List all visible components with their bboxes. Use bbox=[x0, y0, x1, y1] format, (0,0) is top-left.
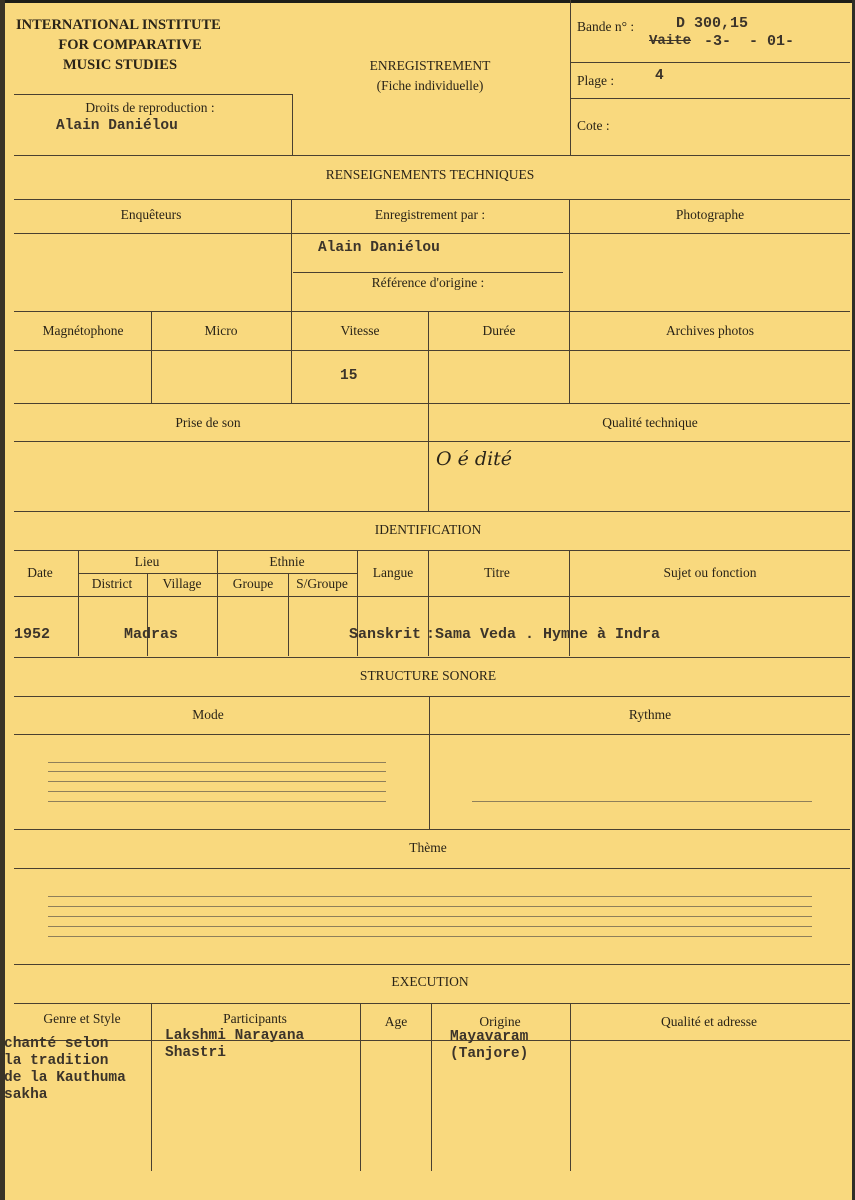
archives-label: Archives photos bbox=[665, 323, 755, 338]
col-divider bbox=[429, 696, 430, 829]
header-divider bbox=[570, 62, 850, 63]
writing-line bbox=[48, 926, 812, 927]
droits-value: Alain Daniélou bbox=[56, 118, 178, 134]
langue-label: Langue bbox=[372, 565, 414, 580]
row-divider bbox=[14, 829, 850, 830]
writing-line bbox=[48, 916, 812, 917]
header-divider bbox=[570, 98, 850, 99]
rythme-label: Rythme bbox=[628, 707, 672, 722]
row-divider bbox=[14, 233, 850, 234]
row-divider bbox=[14, 596, 850, 597]
participant-value-line1: Lakshmi Narayana bbox=[165, 1028, 305, 1044]
top-edge bbox=[0, 0, 855, 3]
photographe-label: Photographe bbox=[675, 207, 745, 222]
langue-value: Sanskrit bbox=[349, 626, 422, 643]
row-divider bbox=[14, 350, 850, 351]
writing-line bbox=[48, 762, 386, 763]
genre-value-line3: de la Kauthuma bbox=[4, 1070, 126, 1086]
row-divider bbox=[14, 403, 850, 404]
section-divider bbox=[14, 964, 850, 965]
subheader-divider bbox=[78, 573, 357, 574]
row-divider bbox=[14, 1040, 850, 1041]
form-subtitle: (Fiche individuelle) bbox=[376, 78, 484, 93]
sujet-label: Sujet ou fonction bbox=[663, 565, 757, 580]
bande-label: Bande n° : bbox=[577, 19, 635, 34]
enregistrement-value: Alain Daniélou bbox=[318, 240, 440, 256]
prise-label: Prise de son bbox=[175, 415, 241, 430]
writing-line bbox=[48, 936, 812, 937]
section-divider bbox=[14, 511, 850, 512]
mode-label: Mode bbox=[192, 707, 224, 722]
enqueteurs-label: Enquêteurs bbox=[120, 207, 182, 222]
plage-label: Plage : bbox=[577, 73, 615, 88]
writing-line bbox=[48, 791, 386, 792]
lieu-label: Lieu bbox=[134, 554, 160, 569]
droits-label: Droits de reproduction : bbox=[85, 100, 215, 115]
form-title: ENREGISTREMENT bbox=[369, 58, 491, 73]
section-divider bbox=[14, 696, 850, 697]
writing-line bbox=[48, 896, 812, 897]
ethnie-label: Ethnie bbox=[269, 554, 305, 569]
col-divider bbox=[428, 311, 429, 403]
col-divider bbox=[569, 311, 570, 403]
writing-line bbox=[48, 771, 386, 772]
date-label: Date bbox=[27, 565, 53, 580]
village-label: Village bbox=[162, 576, 202, 591]
qualite-adresse-label: Qualité et adresse bbox=[661, 1014, 757, 1029]
col-divider bbox=[291, 199, 292, 311]
micro-label: Micro bbox=[204, 323, 238, 338]
col-divider bbox=[431, 1003, 432, 1171]
qualite-technique-label: Qualité technique bbox=[602, 415, 698, 430]
duree-label: Durée bbox=[482, 323, 516, 338]
lieu-value: Madras bbox=[124, 626, 179, 643]
magnetophone-label: Magnétophone bbox=[42, 323, 124, 338]
bande-struck-value: Vaite bbox=[649, 33, 692, 49]
titre-label: Titre bbox=[484, 565, 510, 580]
identification-section-title: IDENTIFICATION bbox=[374, 522, 482, 537]
col-divider bbox=[151, 311, 152, 403]
col-divider bbox=[428, 403, 429, 511]
institute-name-line1: INTERNATIONAL INSTITUTE bbox=[16, 17, 221, 33]
row-divider bbox=[14, 441, 850, 442]
row-divider bbox=[14, 734, 850, 735]
bande-value: D 300,15 bbox=[676, 15, 749, 32]
writing-line bbox=[48, 801, 386, 802]
writing-line bbox=[48, 906, 812, 907]
section-divider bbox=[14, 199, 850, 200]
col-divider bbox=[288, 573, 289, 656]
section-divider bbox=[14, 657, 850, 658]
section-divider bbox=[14, 155, 850, 156]
groupe-label: Groupe bbox=[232, 576, 274, 591]
institute-name-line2: FOR COMPARATIVE bbox=[58, 37, 202, 53]
header-divider bbox=[14, 94, 292, 95]
col-divider bbox=[147, 573, 148, 656]
writing-line bbox=[472, 801, 812, 802]
theme-label: Thème bbox=[409, 840, 447, 855]
section-divider bbox=[14, 550, 850, 551]
bande-value-2: -3- - 01- bbox=[704, 33, 795, 50]
age-label: Age bbox=[384, 1014, 408, 1029]
participants-label: Participants bbox=[223, 1011, 287, 1026]
execution-section-title: EXECUTION bbox=[391, 974, 469, 989]
section-divider bbox=[14, 1003, 850, 1004]
qualite-technique-value: O é dité bbox=[436, 448, 513, 470]
sgroupe-label: S/Groupe bbox=[296, 576, 348, 591]
left-edge bbox=[0, 0, 5, 1200]
row-divider bbox=[14, 311, 850, 312]
genre-label: Genre et Style bbox=[43, 1011, 121, 1026]
tech-section-title: RENSEIGNEMENTS TECHNIQUES bbox=[325, 167, 535, 182]
col-divider bbox=[570, 1003, 571, 1171]
genre-value-line4: sakha bbox=[4, 1087, 48, 1103]
field-underline bbox=[293, 272, 563, 273]
col-divider bbox=[78, 550, 79, 656]
structure-section-title: STRUCTURE SONORE bbox=[359, 668, 497, 683]
col-divider bbox=[569, 199, 570, 311]
genre-value-line1: chanté selon bbox=[4, 1036, 109, 1052]
col-divider bbox=[151, 1003, 152, 1171]
titre-value: :Sama Veda . Hymne à Indra bbox=[426, 626, 661, 643]
plage-value: 4 bbox=[655, 68, 664, 84]
enregistrement-label: Enregistrement par : bbox=[374, 207, 486, 222]
institute-name-line3: MUSIC STUDIES bbox=[62, 57, 178, 73]
genre-value-line2: la tradition bbox=[4, 1053, 109, 1069]
row-divider bbox=[14, 868, 850, 869]
vitesse-label: Vitesse bbox=[340, 323, 380, 338]
header-divider bbox=[292, 94, 293, 155]
date-value: 1952 bbox=[14, 626, 51, 643]
reference-label: Référence d'origine : bbox=[371, 275, 485, 290]
col-divider bbox=[360, 1003, 361, 1171]
cote-label: Cote : bbox=[577, 118, 610, 133]
origine-value-line2: (Tanjore) bbox=[450, 1046, 529, 1062]
col-divider bbox=[217, 550, 218, 656]
origine-label: Origine bbox=[479, 1014, 521, 1029]
writing-line bbox=[48, 781, 386, 782]
district-label: District bbox=[91, 576, 133, 591]
origine-value-line1: Mayavaram bbox=[450, 1029, 529, 1045]
header-right-divider bbox=[570, 0, 571, 155]
col-divider bbox=[291, 311, 292, 403]
participant-value-line2: Shastri bbox=[165, 1045, 226, 1061]
vitesse-value: 15 bbox=[340, 368, 358, 384]
